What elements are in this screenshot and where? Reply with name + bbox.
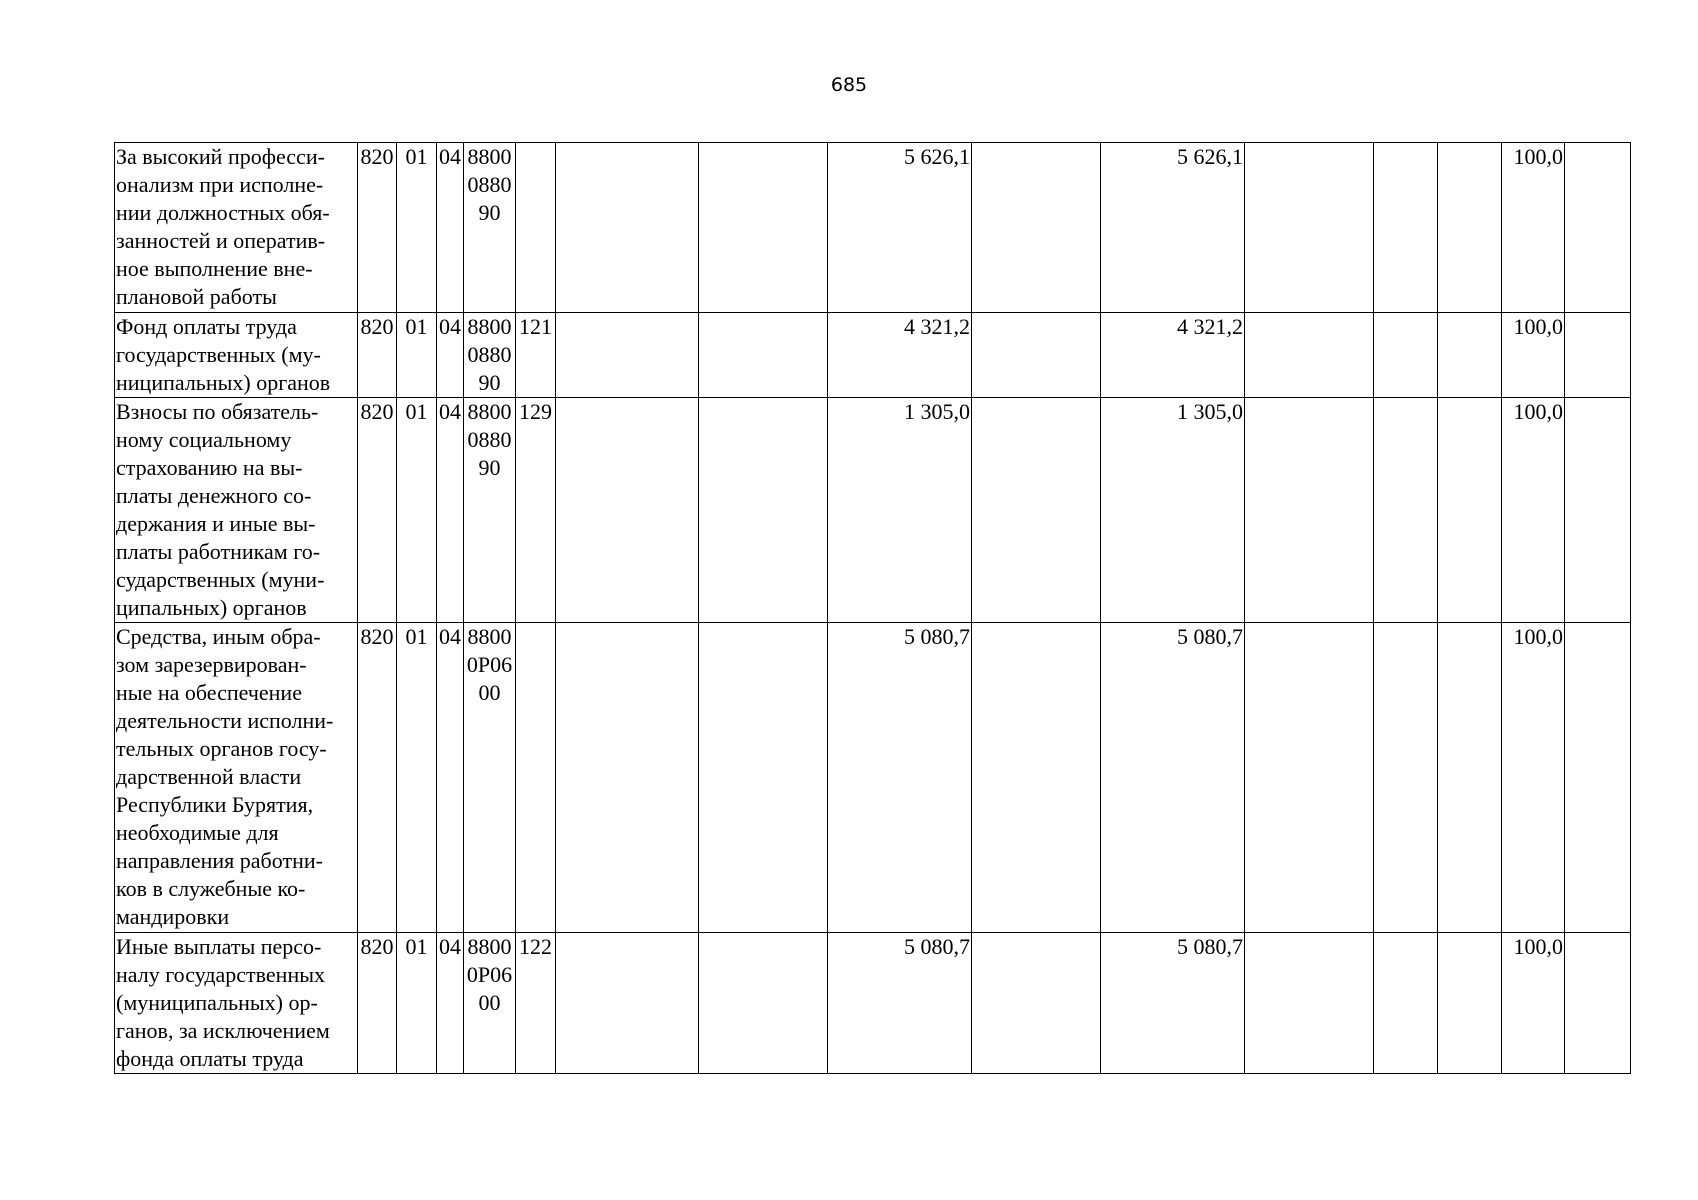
empty-cell [699, 933, 828, 1074]
empty-cell [699, 143, 828, 313]
empty-cell [1374, 933, 1438, 1074]
table-row [115, 398, 1631, 623]
row-name-line: платы работникам го- [116, 539, 321, 564]
subsection-code-cell: 04 [437, 933, 464, 1074]
row-name-cell [115, 398, 358, 623]
row-name-line: Республики Бурятия, [116, 792, 314, 817]
target-article-line: 8800 [467, 624, 512, 649]
empty-cell [556, 933, 699, 1074]
expense-type-cell: 122 [516, 933, 556, 1074]
row-name-line: Взносы по обязатель- [116, 399, 319, 424]
execution-percent-cell: 100,0 [1502, 398, 1565, 623]
target-article-line: 0880 [467, 172, 512, 197]
row-name-line: деятельности исполни- [116, 708, 334, 733]
row-name-line: ципальных) органов [116, 595, 307, 620]
empty-cell [1438, 313, 1502, 398]
amount-approved-cell: 5 626,1 [828, 143, 972, 313]
row-name-line: страхованию на вы- [116, 455, 303, 480]
row-name-line: ному социальному [116, 427, 292, 452]
row-name-cell [115, 143, 358, 313]
target-article-line: 90 [478, 200, 501, 225]
row-name-line: фонда оплаты труда [116, 1046, 304, 1071]
row-name-line: тельных органов госу- [116, 736, 327, 761]
row-name-line: занностей и оператив- [116, 228, 326, 253]
row-name-line: зом зарезервирован- [116, 652, 307, 677]
ministry-code-cell: 820 [358, 623, 397, 933]
row-name-line: Фонд оплаты труда [116, 314, 297, 339]
row-name-cell [115, 313, 358, 398]
amount-executed-cell: 5 080,7 [1101, 623, 1245, 933]
empty-cell [1245, 933, 1374, 1074]
empty-cell [556, 398, 699, 623]
row-name-line: направления работни- [116, 848, 323, 873]
row-name-line: ное выполнение вне- [116, 256, 313, 281]
empty-cell [1245, 398, 1374, 623]
empty-cell [1565, 313, 1631, 398]
row-name-line: плановой работы [116, 284, 277, 309]
empty-cell [699, 398, 828, 623]
empty-cell [1245, 143, 1374, 313]
ministry-code-cell: 820 [358, 313, 397, 398]
section-code-cell: 01 [397, 933, 437, 1074]
row-name-line: Иные выплаты персо- [116, 934, 322, 959]
empty-cell [1438, 398, 1502, 623]
table-row [115, 933, 1631, 1074]
empty-cell [972, 933, 1101, 1074]
subsection-code-cell: 04 [437, 398, 464, 623]
target-article-line: 8800 [467, 314, 512, 339]
empty-cell [972, 313, 1101, 398]
execution-percent-cell: 100,0 [1502, 143, 1565, 313]
target-article-line: 0Р06 [466, 652, 513, 677]
row-name-line: ные на обеспечение [116, 680, 302, 705]
row-name-line: необходимые для [116, 820, 279, 845]
expense-type-cell: 121 [516, 313, 556, 398]
target-article-cell [464, 623, 516, 933]
table-body [115, 143, 1631, 1074]
target-article-line: 00 [478, 990, 501, 1015]
empty-cell [1374, 398, 1438, 623]
row-name-line: ганов, за исключением [116, 1018, 330, 1043]
empty-cell [1438, 933, 1502, 1074]
section-code-cell: 01 [397, 313, 437, 398]
subsection-code-cell: 04 [437, 143, 464, 313]
amount-approved-cell: 4 321,2 [828, 313, 972, 398]
target-article-line: 8800 [467, 934, 512, 959]
empty-cell [1374, 313, 1438, 398]
target-article-cell [464, 313, 516, 398]
empty-cell [1565, 623, 1631, 933]
target-article-line: 8800 [467, 144, 512, 169]
subsection-code-cell: 04 [437, 313, 464, 398]
empty-cell [972, 623, 1101, 933]
row-name-line: нии должностных обя- [116, 200, 330, 225]
empty-cell [1565, 143, 1631, 313]
expense-type-cell [516, 143, 556, 313]
row-name-cell [115, 623, 358, 933]
row-name-cell [115, 933, 358, 1074]
row-name-line: онализм при исполне- [116, 172, 324, 197]
target-article-line: 0Р06 [466, 962, 513, 987]
empty-cell [1374, 143, 1438, 313]
expense-type-cell [516, 623, 556, 933]
page-number: 685 [830, 74, 868, 96]
row-name-line: (муниципальных) ор- [116, 990, 318, 1015]
empty-cell [699, 623, 828, 933]
execution-percent-cell: 100,0 [1502, 623, 1565, 933]
empty-cell [556, 143, 699, 313]
ministry-code-cell: 820 [358, 933, 397, 1074]
empty-cell [556, 623, 699, 933]
row-name-line: Средства, иным обра- [116, 624, 321, 649]
section-code-cell: 01 [397, 398, 437, 623]
execution-percent-cell: 100,0 [1502, 313, 1565, 398]
budget-table [114, 142, 1631, 1074]
amount-approved-cell: 1 305,0 [828, 398, 972, 623]
target-article-cell [464, 398, 516, 623]
row-name-line: государственных (му- [116, 342, 321, 367]
target-article-cell [464, 933, 516, 1074]
empty-cell [1438, 143, 1502, 313]
empty-cell [1374, 623, 1438, 933]
row-name-line: ниципальных) органов [116, 370, 331, 395]
target-article-line: 90 [478, 370, 501, 395]
row-name-line: ков в служебные ко- [116, 876, 306, 901]
empty-cell [972, 398, 1101, 623]
section-code-cell: 01 [397, 143, 437, 313]
row-name-line: мандировки [116, 904, 230, 929]
empty-cell [1565, 398, 1631, 623]
subsection-code-cell: 04 [437, 623, 464, 933]
target-article-line: 0880 [467, 342, 512, 367]
target-article-cell [464, 143, 516, 313]
ministry-code-cell: 820 [358, 143, 397, 313]
row-name-line: налу государственных [116, 962, 326, 987]
execution-percent-cell: 100,0 [1502, 933, 1565, 1074]
target-article-line: 90 [478, 455, 501, 480]
empty-cell [1565, 933, 1631, 1074]
target-article-line: 00 [478, 680, 501, 705]
ministry-code-cell: 820 [358, 398, 397, 623]
table-row [115, 623, 1631, 933]
empty-cell [699, 313, 828, 398]
empty-cell [1438, 623, 1502, 933]
target-article-line: 8800 [467, 399, 512, 424]
table-row [115, 313, 1631, 398]
row-name-line: сударственных (муни- [116, 567, 325, 592]
empty-cell [972, 143, 1101, 313]
section-code-cell: 01 [397, 623, 437, 933]
amount-executed-cell: 5 080,7 [1101, 933, 1245, 1074]
amount-executed-cell: 5 626,1 [1101, 143, 1245, 313]
table-row [115, 143, 1631, 313]
empty-cell [1245, 313, 1374, 398]
target-article-line: 0880 [467, 427, 512, 452]
amount-approved-cell: 5 080,7 [828, 933, 972, 1074]
expense-type-cell: 129 [516, 398, 556, 623]
empty-cell [1245, 623, 1374, 933]
amount-executed-cell: 4 321,2 [1101, 313, 1245, 398]
row-name-line: дарственной власти [116, 764, 302, 789]
empty-cell [556, 313, 699, 398]
amount-executed-cell: 1 305,0 [1101, 398, 1245, 623]
amount-approved-cell: 5 080,7 [828, 623, 972, 933]
row-name-line: платы денежного со- [116, 483, 312, 508]
row-name-line: держания и иные вы- [116, 511, 316, 536]
row-name-line: За высокий професси- [116, 144, 325, 169]
